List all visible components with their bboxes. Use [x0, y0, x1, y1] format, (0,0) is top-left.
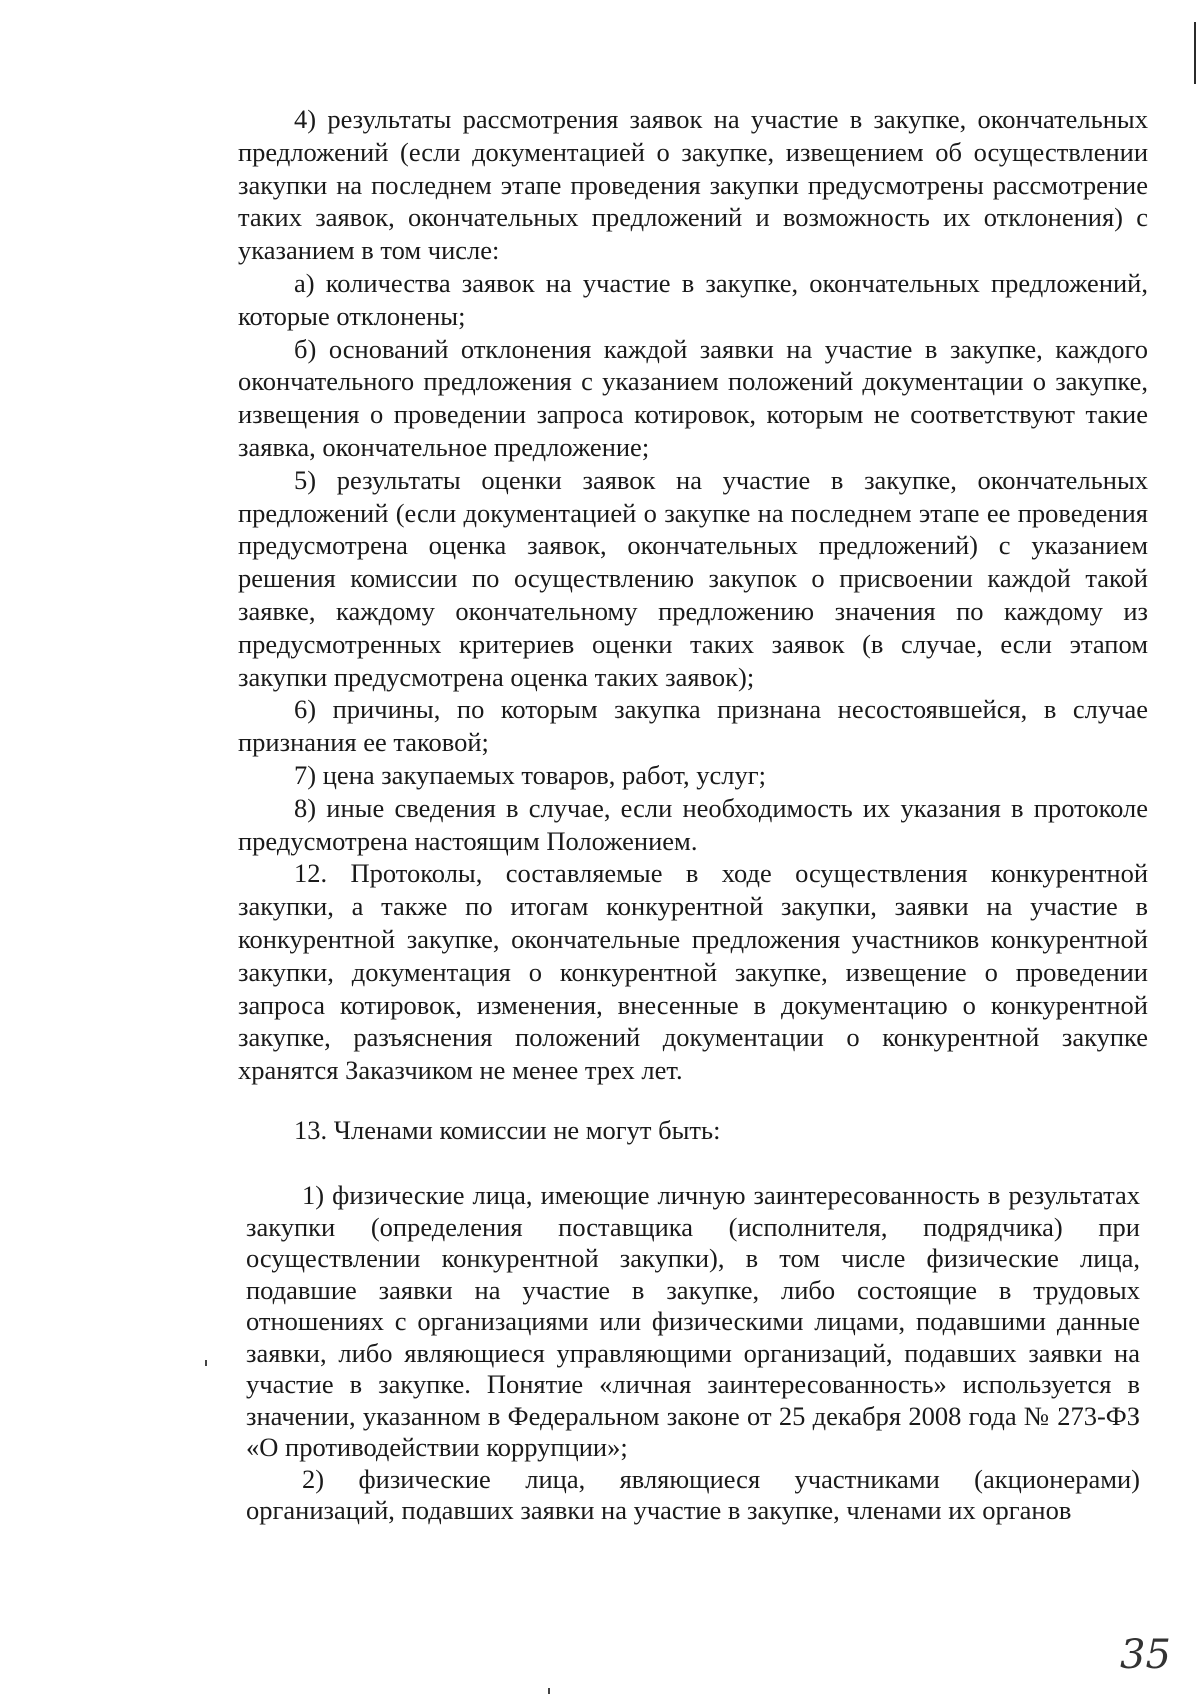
clause-13-heading: 13. Членами комиссии не могут быть: [294, 1115, 721, 1145]
paragraph-item-6: 6) причины, по которым закупка признана несостоявшейся, в случае признания ее таковой; [238, 694, 1148, 758]
text-block-protocol-items [238, 103, 1148, 1087]
paragraph-item-4: 4) результаты рассмотрения заявок на участие в закупке, окончательных предложений (если документацией о закупке, извещением об осуществлении закупки на последнем этапе проведения закупки предусмотрены рассмотрение таких заявок, окончательных предложений и возможность их отклонения) с указанием в том числе: [238, 104, 1148, 266]
paragraph-item-4a: а) количества заявок на участие в закупке, окончательных предложений, которые отклонены; [238, 267, 1148, 331]
paragraph-clause-13-item-1: 1) физические лица, имеющие личную заинтересованность в результатах закупки (определения поставщика (исполнителя, подрядчика) при осуществлении конкурентной закупки), в том числе физические лица, подавшие заявки на участие в закупке, либо состоящие в трудовых отношениях с организациями или физическими лицами, подавшими данные заявки, либо являющиеся управляющими организаций, подавших заявки на участие в закупке. Понятие «личная заинтересованность» используется в значении, указанном в Федеральном законе от 25 декабря 2008 года № 273-ФЗ «О противодействии коррупции»; [246, 1180, 1140, 1462]
scan-speck [548, 1688, 550, 1694]
paragraph-clause-13-item-2: 2) физические лица, являющиеся участниками (акционерами) организаций, подавших заявки на участие в закупке, членами их органов [246, 1463, 1140, 1525]
paragraph-item-5: 5) результаты оценки заявок на участие в закупке, окончательных предложений (если документацией о закупке на последнем этапе ее проведения предусмотрена оценка заявок, окончательных предложений) с указанием решения комиссии по осуществлению закупок о присвоении каждой такой заявке, каждому окончательному предложению значения по каждому из предусмотренных критериев оценки таких заявок (в случае, если этапом закупки предусмотрена оценка таких заявок); [238, 464, 1148, 692]
text-block-commission-members [246, 1180, 1140, 1527]
paragraph-clause-12: 12. Протоколы, составляемые в ходе осуществления конкурентной закупки, а также по итогам конкурентной закупки, заявки на участие в конкурентной закупке, окончательные предложения участников конкурентной закупки, документация о конкурентной закупке, извещение о проведении запроса котировок, изменения, внесенные в документацию о конкурентной закупке, разъяснения положений документации о конкурентной закупке хранятся Заказчиком не менее трех лет. [238, 858, 1148, 1086]
paragraph-item-7: 7) цена закупаемых товаров, работ, услуг; [294, 759, 766, 790]
paragraph-item-4b: б) оснований отклонения каждой заявки на участие в закупке, каждого окончательного предложения с указанием положений документации о закупке, извещения о проведении запроса котировок, которым не соответствуют такие заявка, окончательное предложение; [238, 333, 1148, 462]
scan-page-edge [1194, 22, 1196, 84]
handwritten-page-number: 35 [1120, 1632, 1171, 1678]
paragraph-item-8: 8) иные сведения в случае, если необходимость их указания в протоколе предусмотрена настоящим Положением. [238, 792, 1148, 856]
scan-speck [205, 1360, 207, 1366]
